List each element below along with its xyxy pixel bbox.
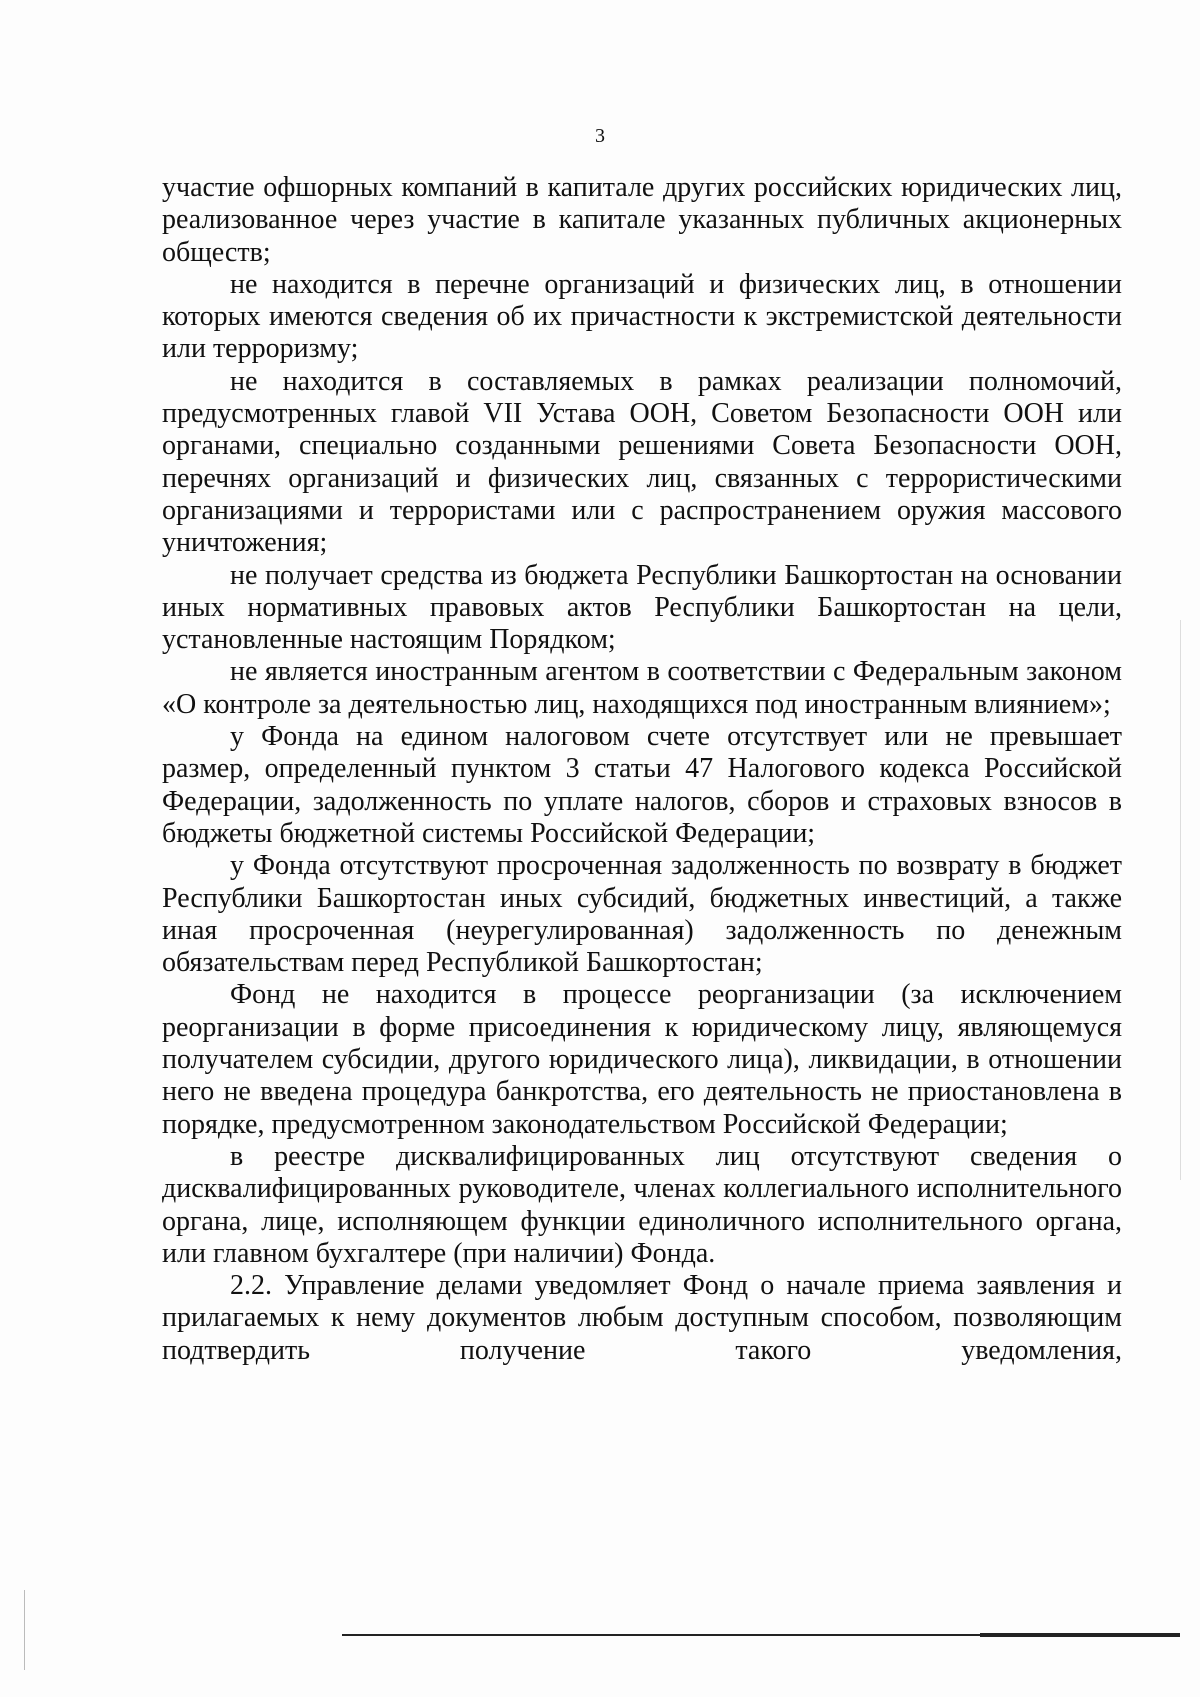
document-body — [162, 172, 1122, 1367]
paragraph-disqualified-persons: в реестре дисквалифицированных лиц отсутствуют сведения о дисквалифицированных руководителе, членах коллегиального исполнительного органа, лице, исполняющем функции единоличного исполнительного органа, или главном бухгалтере (при наличии) Фонда. — [162, 1140, 1122, 1269]
paragraph-un-sanctions-list: не находится в составляемых в рамках реализации полномочий, предусмотренных главой VII Устава ООН, Советом Безопасности ООН или органами, специально созданными решениями Совета Безопасности ООН, перечнях организаций и физических лиц, связанных с террористическими организациями и террористами или с распространением оружия массового уничтожения; — [162, 365, 1122, 559]
paragraph-foreign-agent: не является иностранным агентом в соответствии с Федеральным законом «О контроле за деятельностью лиц, находящихся под иностранным влиянием»; — [162, 656, 1122, 720]
paragraph-2-2-notification: 2.2. Управление делами уведомляет Фонд о начале приема заявления и прилагаемых к нему документов любым доступным способом, позволяющим подтвердить получение такого уведомления, — [162, 1270, 1122, 1366]
paragraph-budget-funds: не получает средства из бюджета Республики Башкортостан на основании иных нормативных правовых актов Республики Башкортостан на цели, установленные настоящим Порядком; — [162, 559, 1122, 656]
footer-rule-thick — [980, 1633, 1180, 1637]
scan-edge-mark — [24, 1590, 25, 1670]
paragraph-extremism-list: не находится в перечне организаций и физических лиц, в отношении которых имеются сведения об их причастности к экстремистской деятельности или терроризму; — [162, 268, 1122, 365]
paragraph-overdue-debt: у Фонда отсутствуют просроченная задолженность по возврату в бюджет Республики Башкортостан иных субсидий, бюджетных инвестиций, а также иная просроченная (неурегулированная) задолженность по денежным обязательствам перед Республикой Башкортостан; — [162, 850, 1122, 979]
page-number: 3 — [595, 125, 605, 147]
scan-edge-mark-right — [1180, 620, 1181, 1180]
paragraph-tax-debt: у Фонда на едином налоговом счете отсутствует или не превышает размер, определенный пунктом 3 статьи 47 Налогового кодекса Российской Федерации, задолженность по уплате налогов, сборов и страховых взносов в бюджеты бюджетной системы Российской Федерации; — [162, 721, 1122, 849]
paragraph-reorganization: Фонд не находится в процессе реорганизации (за исключением реорганизации в форме присоединения к юридическому лицу, являющемуся получателем субсидии, другого юридического лица), ликвидации, в отношении него не введена процедура банкротства, его деятельность не приостановлена в порядке, предусмотренном законодательством Российской Федерации; — [162, 979, 1122, 1140]
paragraph-offshore-participation: участие офшорных компаний в капитале других российских юридических лиц, реализованное через участие в капитале указанных публичных акционерных обществ; — [162, 172, 1122, 268]
